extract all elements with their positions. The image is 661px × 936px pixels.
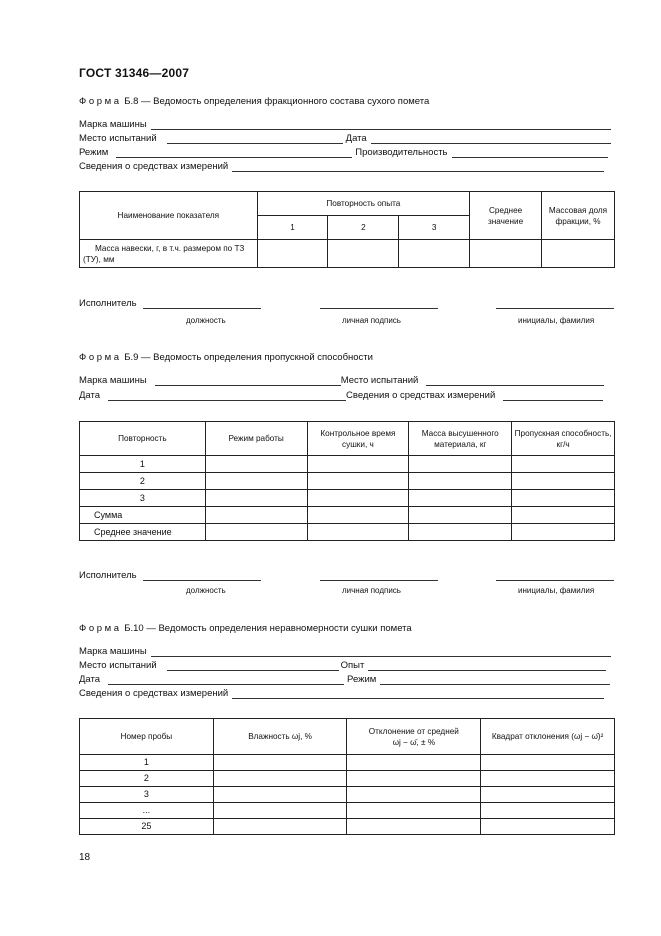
b8-repeat-3: 3 (399, 216, 470, 240)
b8-measuring-row (79, 161, 604, 172)
b8-col-repeat: Повторность опыта (257, 192, 469, 216)
b9-cell[interactable] (512, 507, 615, 524)
b8-test-site-blank[interactable] (167, 134, 343, 144)
b9-machine-brand-blank[interactable] (155, 376, 341, 386)
b9-date-blank[interactable] (108, 391, 346, 401)
b9-cell[interactable] (307, 456, 409, 473)
form-b10-title-rest: Б.10 — Ведомость определения неравномерности сушки помета (124, 623, 412, 634)
sig1-signature-line[interactable] (320, 307, 438, 309)
b8-repeat-1: 1 (257, 216, 328, 240)
sig1-signature-caption: личная подпись (342, 316, 401, 325)
page-number: 18 (79, 852, 91, 863)
form-b8-title-rest: Б.8 — Ведомость определения фракционного состава сухого помета (124, 96, 430, 107)
b10-experiment-blank[interactable] (368, 661, 606, 671)
b9-cell[interactable] (512, 456, 615, 473)
b9-row-label: 2 (80, 473, 206, 490)
b10-cell[interactable] (481, 787, 615, 803)
b10-test-site-label: Место испытаний (79, 660, 157, 671)
b10-cell[interactable] (213, 803, 347, 819)
b9-col-time: Контрольное время сушки, ч (307, 422, 409, 456)
b8-date-blank[interactable] (371, 134, 611, 144)
form-b9-title-word: Форма (79, 352, 122, 363)
b8-productivity-blank[interactable] (452, 148, 608, 158)
b9-col-capacity: Пропускная способность, кг/ч (512, 422, 615, 456)
sig1-position-line[interactable] (143, 307, 261, 309)
b8-date-label: Дата (345, 133, 367, 144)
form-b8-title-word: Форма (79, 96, 122, 107)
form-b10-title (79, 623, 412, 634)
b9-cell[interactable] (409, 524, 512, 541)
b10-brand-row (79, 646, 611, 657)
b10-mode-blank[interactable] (380, 675, 610, 685)
b9-test-site-label: Место испытаний (340, 375, 419, 386)
b10-cell[interactable] (347, 771, 481, 787)
b9-row-label: Среднее значение (80, 524, 206, 541)
b10-row-label: ... (80, 803, 214, 819)
b10-row-label: 2 (80, 771, 214, 787)
b10-cell[interactable] (347, 755, 481, 771)
b10-date-mode-row (79, 674, 610, 685)
b9-cell[interactable] (512, 473, 615, 490)
b10-col-humidity: Влажность ωj, % (213, 719, 347, 755)
b10-cell[interactable] (213, 787, 347, 803)
b10-col-sample: Номер пробы (80, 719, 214, 755)
b8-measuring-label: Сведения о средствах измерений (79, 161, 229, 172)
b9-cell[interactable] (307, 524, 409, 541)
b9-cell[interactable] (307, 507, 409, 524)
sig2-position-line[interactable] (143, 579, 261, 581)
b8-cell[interactable] (470, 240, 542, 268)
b9-col-mass: Масса высушенного материала, кг (409, 422, 512, 456)
b8-mode-label: Режим (79, 147, 109, 158)
b10-measuring-label: Сведения о средствах измерений (79, 688, 229, 699)
b10-machine-brand-blank[interactable] (151, 647, 611, 657)
sig2-executor-label: Исполнитель (79, 570, 137, 581)
b9-measuring-blank[interactable] (503, 391, 603, 401)
b8-col-indicator: Наименование показателя (80, 192, 258, 240)
b10-machine-brand-label: Марка машины (79, 646, 147, 657)
b9-cell[interactable] (307, 490, 409, 507)
b9-cell[interactable] (512, 490, 615, 507)
b8-measuring-blank[interactable] (232, 162, 604, 172)
b10-row-label: 25 (80, 819, 214, 835)
b10-experiment-label: Опыт (340, 660, 365, 671)
b9-row-label: 1 (80, 456, 206, 473)
b10-cell[interactable] (347, 787, 481, 803)
b8-productivity-label: Производительность (355, 147, 448, 158)
b10-table (79, 718, 615, 835)
b10-cell[interactable] (213, 755, 347, 771)
b9-cell[interactable] (205, 456, 307, 473)
form-b9-title (79, 352, 373, 363)
sig1-name-line[interactable] (496, 307, 614, 309)
b9-row-label: Сумма (80, 507, 206, 524)
b9-cell[interactable] (205, 490, 307, 507)
b9-col-repeat: Повторность (80, 422, 206, 456)
b10-cell[interactable] (213, 771, 347, 787)
sig1-position-caption: должность (186, 316, 226, 325)
b8-cell[interactable] (328, 240, 399, 268)
b8-col-mass-share: Массовая доля фракции, % (542, 192, 615, 240)
b9-cell[interactable] (409, 473, 512, 490)
b10-cell[interactable] (481, 771, 615, 787)
b8-machine-brand-row (79, 119, 611, 130)
b9-row-label: 3 (80, 490, 206, 507)
b8-repeat-2: 2 (328, 216, 399, 240)
form-b9-title-rest: Б.9 — Ведомость определения пропускной способности (124, 352, 373, 363)
b10-row-label: 1 (80, 755, 214, 771)
b10-measuring-blank[interactable] (232, 689, 604, 699)
b10-cell[interactable] (481, 755, 615, 771)
b9-cell[interactable] (409, 456, 512, 473)
b9-brand-site-row (79, 375, 604, 386)
b10-mode-label: Режим (347, 674, 377, 685)
sig2-position-caption: должность (186, 586, 226, 595)
b8-machine-brand-blank[interactable] (151, 120, 611, 130)
b8-table (79, 191, 615, 268)
b9-cell[interactable] (205, 524, 307, 541)
b9-machine-brand-label: Марка машины (79, 375, 147, 386)
sig1-name-caption: инициалы, фамилия (518, 316, 595, 325)
b9-cell[interactable] (409, 490, 512, 507)
b8-cell[interactable] (257, 240, 328, 268)
b10-col-square: Квадрат отклонения (ωj − ω̄)² (481, 719, 615, 755)
b9-cell[interactable] (512, 524, 615, 541)
b8-mode-blank[interactable] (116, 148, 352, 158)
b10-cell[interactable] (481, 803, 615, 819)
b10-measuring-row (79, 688, 604, 699)
form-b8-title (79, 96, 429, 107)
b10-date-label: Дата (79, 674, 101, 685)
b10-cell[interactable] (347, 819, 481, 835)
b8-cell[interactable] (399, 240, 470, 268)
b10-col-deviation-line2: ωj − ω̄, ± % (392, 737, 436, 747)
b8-mode-productivity-row (79, 147, 608, 158)
b10-row-label: 3 (80, 787, 214, 803)
sig2-name-caption: инициалы, фамилия (518, 586, 595, 595)
b10-col-deviation (347, 719, 481, 755)
b10-col-deviation-line1: Отклонение от средней (368, 726, 459, 736)
b9-measuring-label: Сведения о средствах измерений (346, 390, 496, 401)
b8-cell[interactable] (542, 240, 615, 268)
b10-date-blank[interactable] (108, 675, 344, 685)
b10-test-site-blank[interactable] (167, 661, 339, 671)
sig1-executor-label: Исполнитель (79, 298, 137, 309)
b9-col-mode: Режим работы (205, 422, 307, 456)
b9-cell[interactable] (205, 507, 307, 524)
form-b10-title-word: Форма (79, 623, 122, 634)
b9-cell[interactable] (307, 473, 409, 490)
b10-cell[interactable] (213, 819, 347, 835)
b8-col-mean: Среднее значение (470, 192, 542, 240)
b10-cell[interactable] (347, 803, 481, 819)
b9-table (79, 421, 615, 541)
standard-header: ГОСТ 31346—2007 (79, 66, 190, 80)
b8-site-date-row (79, 133, 611, 144)
b8-machine-brand-label: Марка машины (79, 119, 147, 130)
sig2-name-line[interactable] (496, 579, 614, 581)
b8-test-site-label: Место испытаний (79, 133, 157, 144)
b8-row-label: Масса навески, г, в т.ч. размером по ТЗ (ТУ), мм (80, 240, 258, 268)
b9-cell[interactable] (205, 473, 307, 490)
sig2-signature-line[interactable] (320, 579, 438, 581)
b10-cell[interactable] (481, 819, 615, 835)
b9-cell[interactable] (409, 507, 512, 524)
b10-site-experiment-row (79, 660, 606, 671)
b9-date-measuring-row (79, 390, 603, 401)
b9-date-label: Дата (79, 390, 101, 401)
sig2-signature-caption: личная подпись (342, 586, 401, 595)
b9-test-site-blank[interactable] (426, 376, 604, 386)
